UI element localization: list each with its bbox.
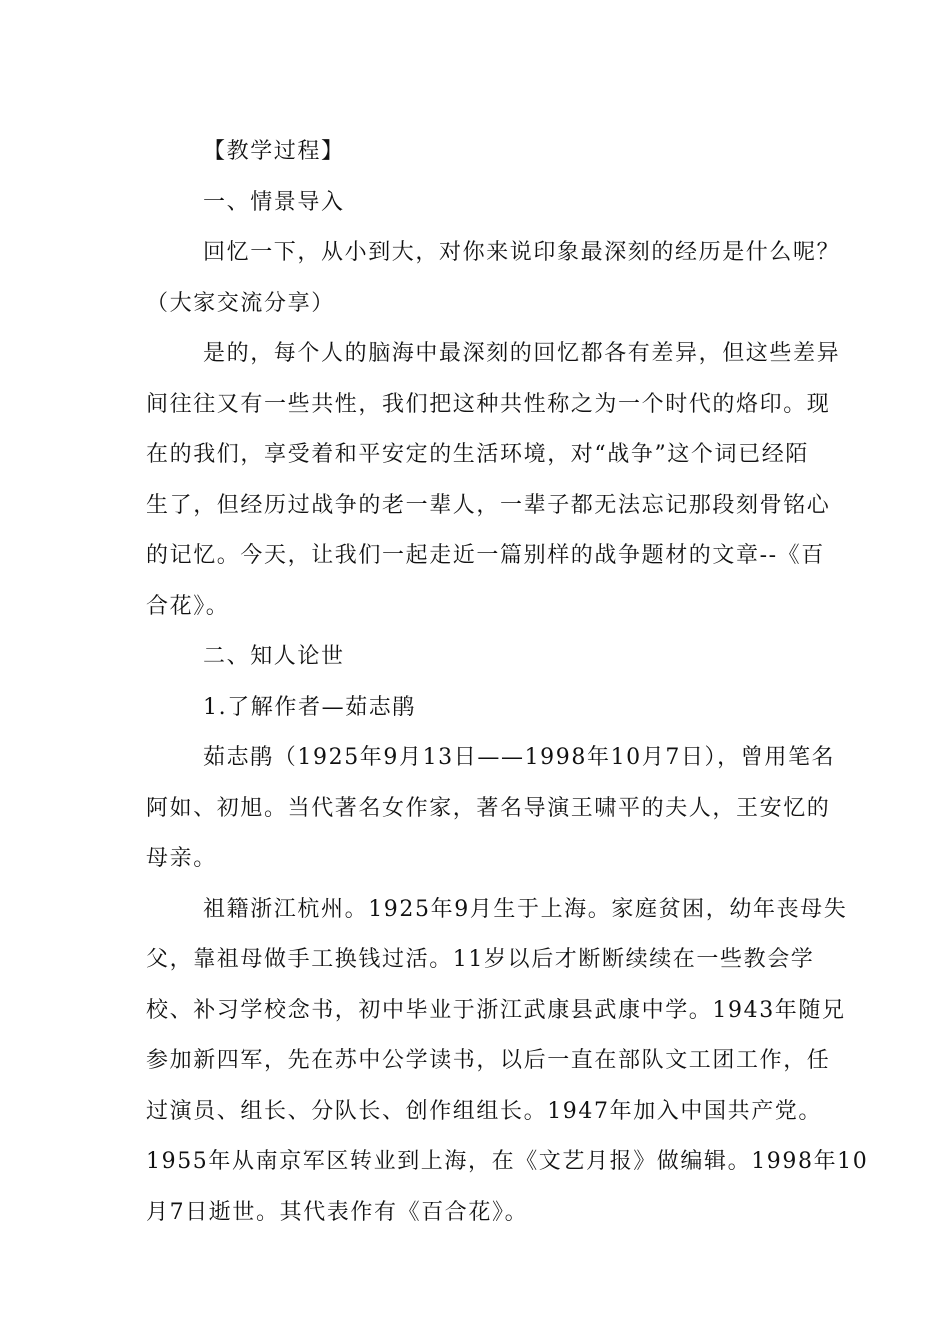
paragraph-line: 间往往又有一些共性，我们把这种共性称之为一个时代的烙印。现	[146, 391, 831, 417]
paragraph-line: 母亲。	[146, 846, 217, 871]
paragraph-line: 生了，但经历过战争的老一辈人，一辈子都无法忘记那段刻骨铭心	[146, 492, 831, 518]
intro-question	[146, 228, 841, 329]
paragraph-line: 祖籍浙江杭州。1925年9月生于上海。家庭贫困，幼年丧母失	[203, 896, 848, 922]
paragraph-line: 参加新四军，先在苏中公学读书，以后一直在部队文工团工作，任	[146, 1048, 831, 1073]
paragraph-line: 校、补习学校念书，初中毕业于浙江武康县武康中学。1943年随兄	[146, 997, 846, 1023]
subheading-author: 1.了解作者—茹志鹃	[203, 694, 416, 720]
author-bio	[146, 885, 869, 1239]
section-title: 【教学过程】	[203, 139, 345, 164]
paragraph-line: 1955年从南京军区转业到上海，在《文艺月报》做编辑。1998年10	[146, 1149, 869, 1174]
paragraph-line: （大家交流分享）	[146, 290, 335, 316]
paragraph-line: 过演员、组长、分队长、创作组组长。1947年加入中国共产党。	[146, 1098, 822, 1124]
intro-paragraph	[146, 329, 841, 632]
paragraph-line: 茹志鹃（1925年9月13日——1998年10月7日），曾用笔名	[203, 745, 836, 770]
paragraph-line: 回忆一下，从小到大，对你来说印象最深刻的经历是什么呢？	[203, 240, 841, 265]
paragraph-line: 月7日逝世。其代表作有《百合花》。	[146, 1199, 529, 1225]
paragraph-line: 阿如、初旭。当代著名女作家，著名导演王啸平的夫人，王安忆的	[146, 795, 831, 821]
part1-heading: 一、情景导入	[203, 189, 345, 215]
author-intro	[146, 733, 836, 885]
paragraph-line: 父，靠祖母做手工换钱过活。11岁以后才断断续续在一些教会学	[146, 947, 815, 972]
paragraph-line: 的记忆。今天，让我们一起走近一篇别样的战争题材的文章--《百	[146, 543, 825, 568]
part2-heading: 二、知人论世	[203, 644, 345, 669]
document-body	[146, 127, 869, 1238]
paragraph-line: 是的，每个人的脑海中最深刻的回忆都各有差异，但这些差异	[203, 341, 841, 366]
paragraph-line: 在的我们，享受着和平安定的生活环境，对“战争”这个词已经陌	[146, 442, 809, 467]
paragraph-line: 合花》。	[146, 593, 230, 619]
